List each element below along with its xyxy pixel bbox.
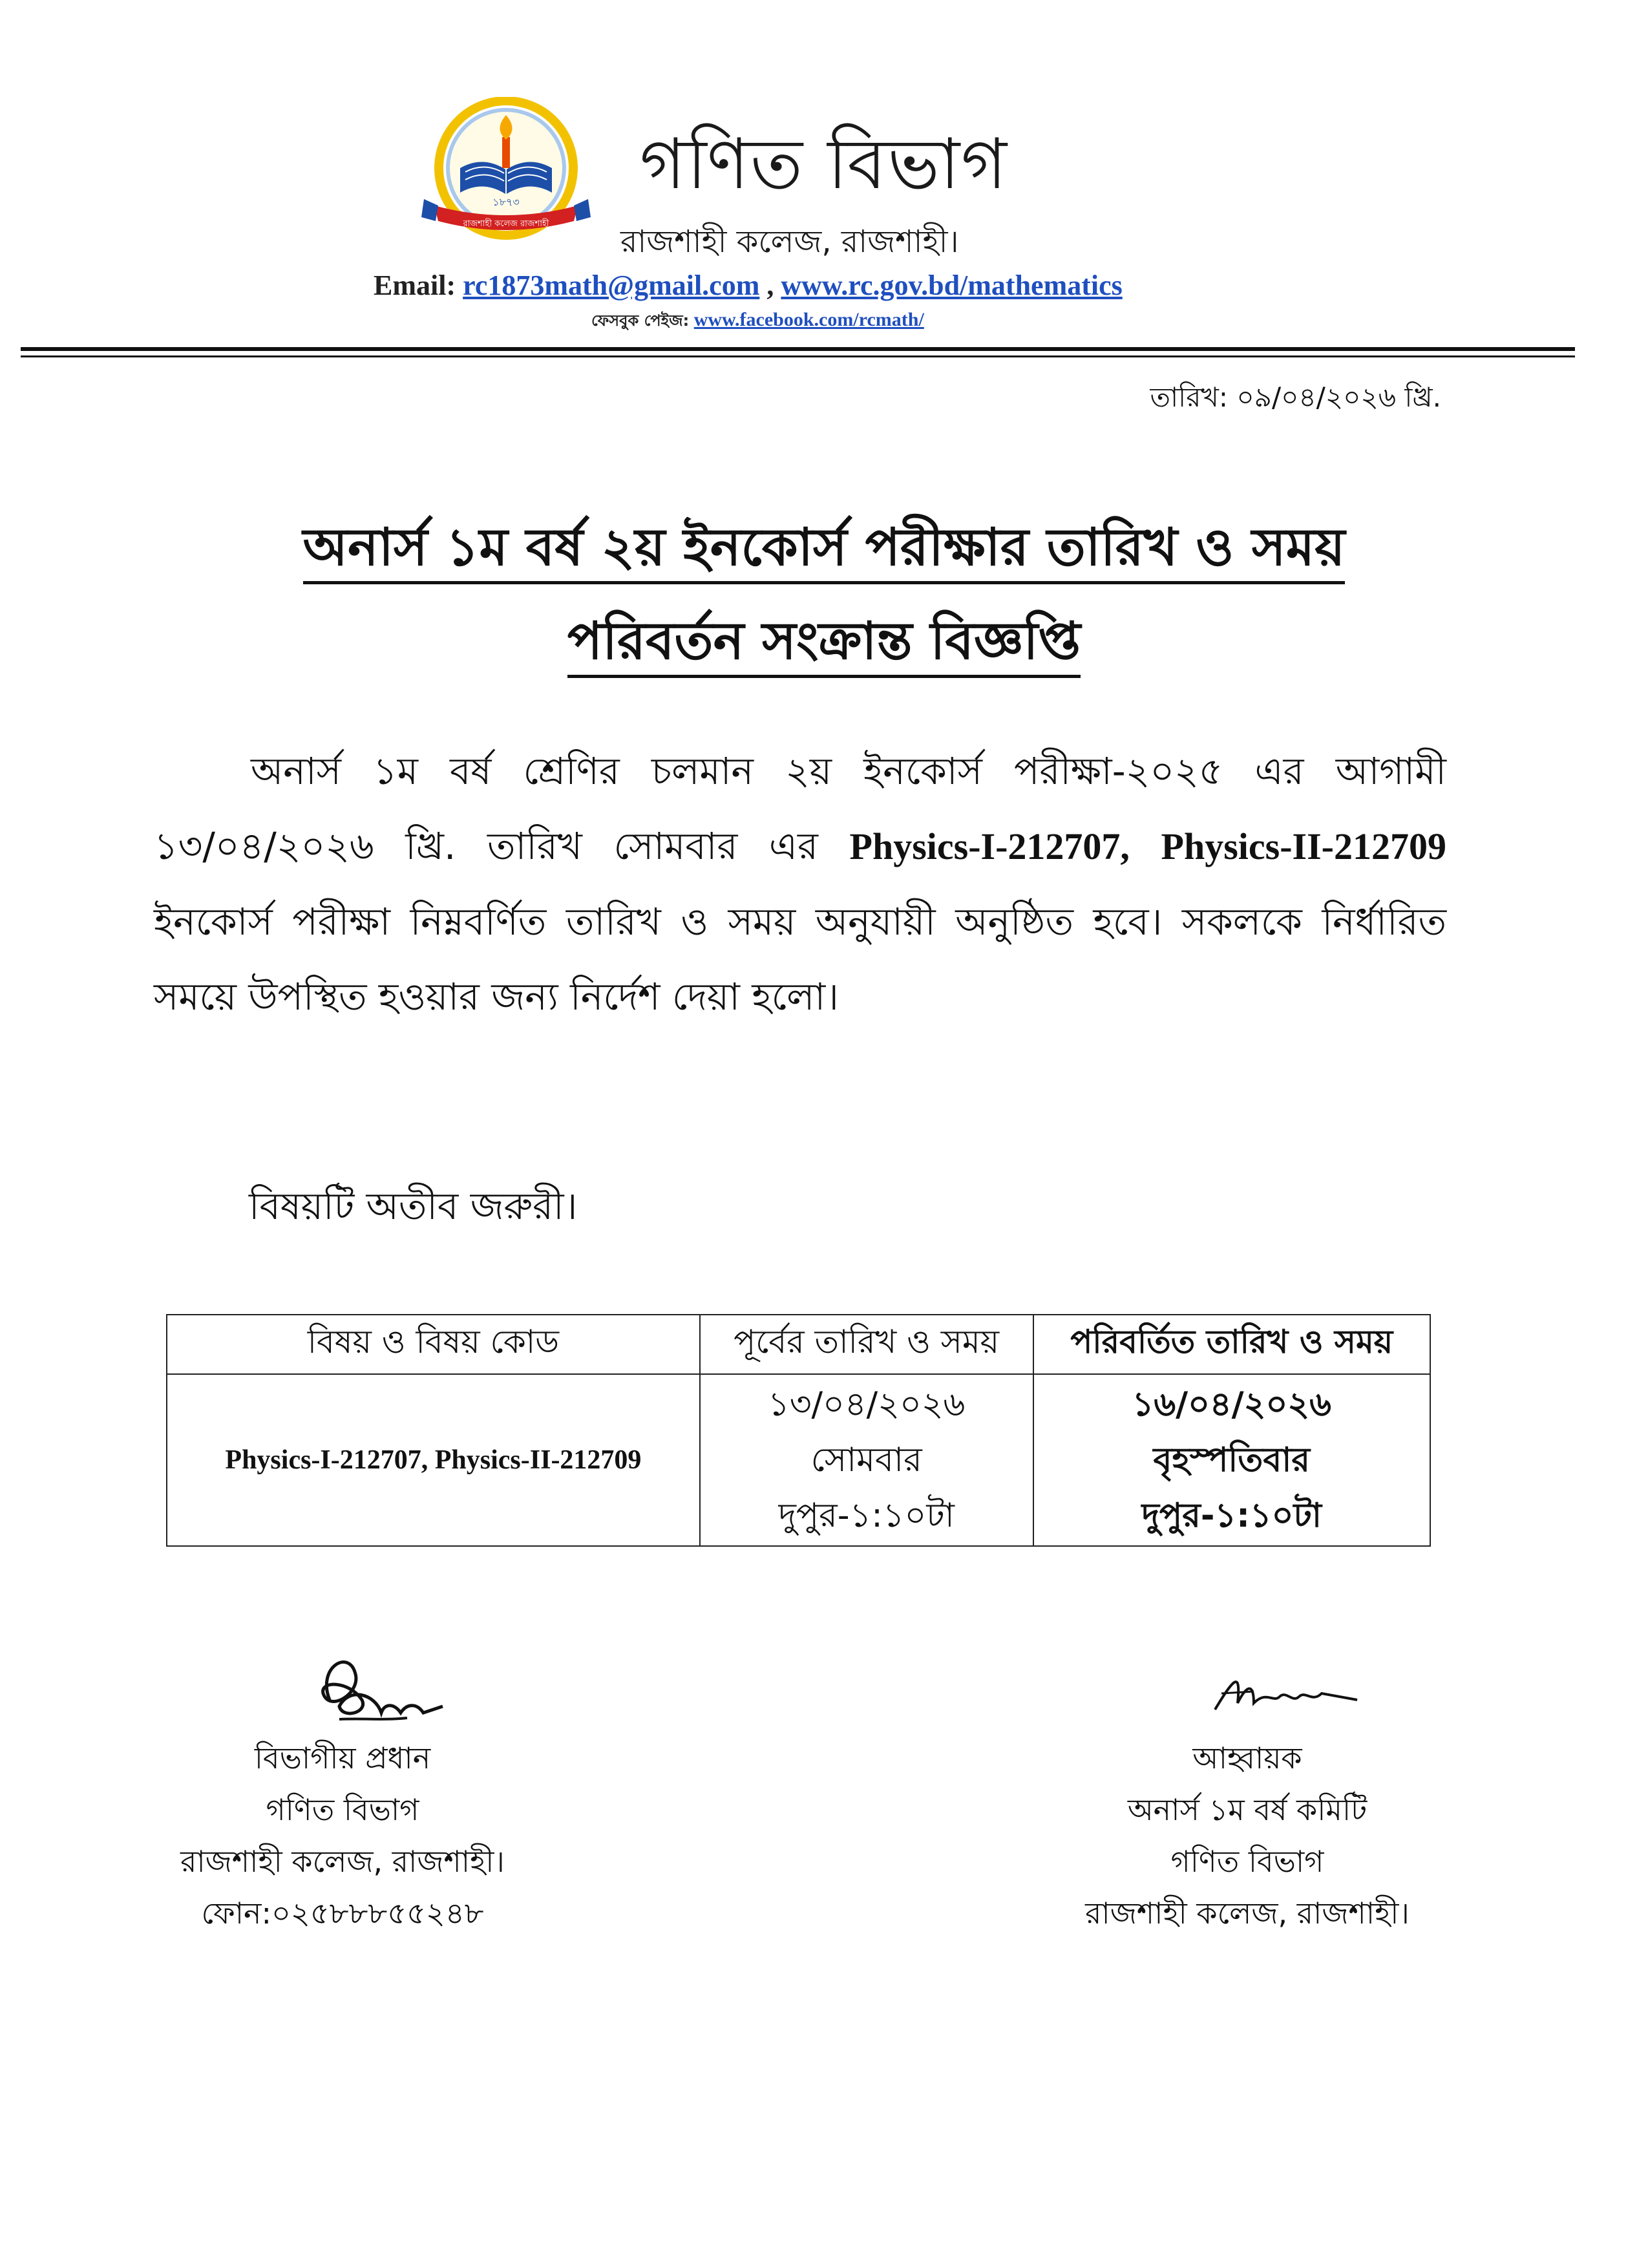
college-logo: [421, 97, 591, 246]
sig-right-committee: অনার্স ১ম বর্ষ কমিটি: [1127, 1792, 1368, 1827]
sig-right-college: রাজশাহী কলেজ, রাজশাহী।: [1085, 1896, 1410, 1931]
contact-line: [374, 269, 1123, 302]
subject-code-2: Physics-II-212709: [1161, 825, 1446, 867]
college-name: রাজশাহী কলেজ, রাজশাহী।: [620, 224, 959, 260]
header-subject: বিষয় ও বিষয় কোড: [167, 1315, 700, 1374]
signature-left-icon: [304, 1642, 452, 1739]
table-header-row: [167, 1315, 1430, 1374]
facebook-line: [591, 309, 924, 335]
signature-block-right: [1028, 1732, 1467, 1939]
notice-heading-line-2: [0, 601, 1648, 688]
sig-right-title: আহ্বায়ক: [1192, 1741, 1302, 1775]
new-time: দুপুর-১:১০টা: [1141, 1496, 1322, 1535]
header-rule-thin: [21, 355, 1575, 357]
cell-subject: Physics-I-212707, Physics-II-212709: [167, 1374, 700, 1546]
notice-heading-line-1: [0, 507, 1648, 594]
new-day: বৃহস্পতিবার: [1153, 1441, 1310, 1479]
old-day: সোমবার: [810, 1441, 922, 1479]
body-part-1: অনার্স ১ম বর্ষ শ্রেণির চলমান ২য় ইনকোর্স পরীক্ষা-২০২৫ এর আগামী ১৩/০৪/২০২৬ খ্রি. তারিখ সোমবার এর: [154, 749, 1446, 868]
subject-code-1: Physics-I-212707,: [849, 825, 1130, 867]
header-rule-thick: [21, 347, 1575, 351]
header-new-date: পরিবর্তিত তারিখ ও সময়: [1033, 1315, 1431, 1374]
sig-left-dept: গণিত বিভাগ: [266, 1792, 419, 1827]
cell-new-schedule: [1033, 1374, 1431, 1546]
table-row: [167, 1374, 1430, 1546]
body-part-2: ইনকোর্স পরীক্ষা নিম্নবর্ণিত তারিখ ও সময় অনুযায়ী অনুষ্ঠিত হবে। সকলকে নির্ধারিত সময়ে উপস্থিত হওয়ার জন্য নির্দেশ দেয়া হলো।: [154, 900, 1446, 1019]
sig-left-title: বিভাগীয় প্রধান: [254, 1741, 431, 1775]
sig-right-dept: গণিত বিভাগ: [1170, 1844, 1324, 1879]
contact-separator: ,: [766, 270, 774, 301]
facebook-link[interactable]: www.facebook.com/rcmath/: [693, 309, 924, 330]
sig-left-phone: ফোন:০২৫৮৮৮৫৫২৪৮: [201, 1896, 484, 1931]
schedule-table: [166, 1314, 1431, 1547]
old-date: ১৩/০৪/২০২৬: [767, 1385, 966, 1424]
email-label: Email:: [374, 270, 456, 301]
heading-text-1: অনার্স ১ম বর্ষ ২য় ইনকোর্স পরীক্ষার তারিখ ও সময়: [303, 517, 1346, 584]
facebook-label: ফেসবুক পেইজ:: [591, 312, 690, 330]
cell-old-schedule: [700, 1374, 1033, 1546]
notice-body: [154, 734, 1446, 1034]
new-date: ১৬/০৪/২০২৬: [1132, 1385, 1331, 1424]
sig-left-college: রাজশাহী কলেজ, রাজশাহী।: [180, 1844, 505, 1879]
department-title: গণিত বিভাগ: [640, 124, 1008, 205]
logo-motto: রাজশাহী কলেজ রাজশাহী: [463, 219, 549, 229]
signature-block-left: [129, 1732, 556, 1939]
logo-year: ১৮৭৩: [492, 196, 520, 208]
website-link[interactable]: www.rc.gov.bd/mathematics: [781, 270, 1123, 301]
header-old-date: পূর্বের তারিখ ও সময়: [700, 1315, 1033, 1374]
notice-date: তারিখ: ০৯/০৪/২০২৬ খ্রি.: [1150, 381, 1441, 413]
email-link[interactable]: rc1873math@gmail.com: [463, 270, 760, 301]
heading-text-2: পরিবর্তন সংক্রান্ত বিজ্ঞপ্তি: [567, 611, 1081, 678]
urgent-note: বিষয়টি অতীব জরুরী।: [249, 1184, 578, 1228]
signature-right-icon: [1209, 1664, 1364, 1729]
old-time: দুপুর-১:১০টা: [778, 1496, 955, 1535]
